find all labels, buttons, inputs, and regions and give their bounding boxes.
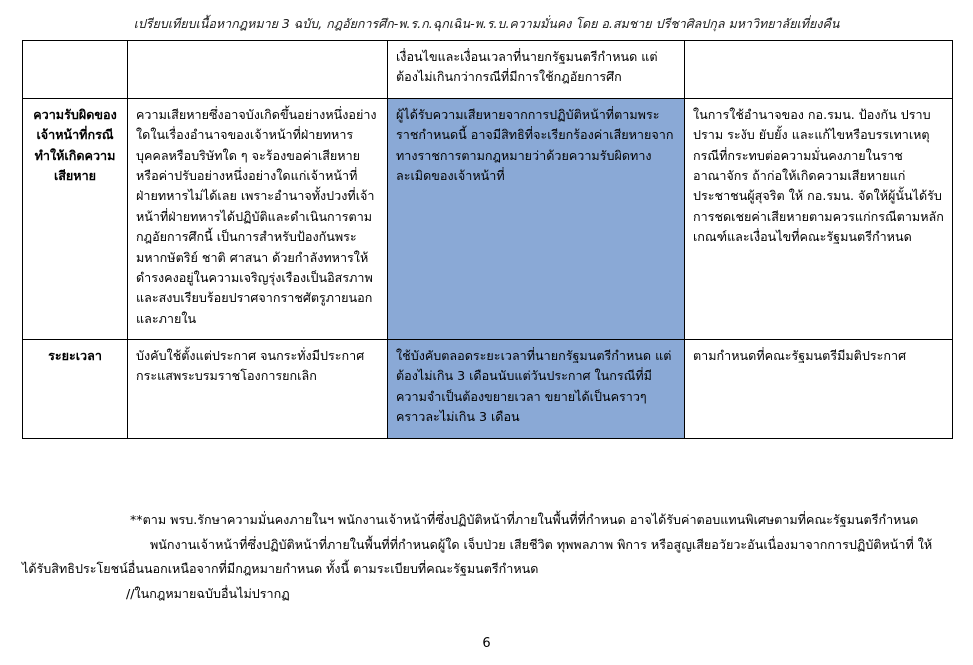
row-security-act: ตามกำหนดที่คณะรัฐมนตรีมีมติประกาศ (685, 340, 953, 439)
document-header: เปรียบเทียบเนื้อหากฎหมาย 3 ฉบับ, กฎอัยการศึก-พ.ร.ก.ฉุกเฉิน-พ.ร.บ.ความมั่นคง โดย อ.สมชาย ปรีชาศิลปกุล มหาวิทยาลัยเที่ยงคืน (133, 16, 840, 31)
row-emergency-decree: ผู้ได้รับความเสียหายจากการปฏิบัติหน้าที่ตามพระราชกำหนดนี้ อาจมีสิทธิที่จะเรียกร้องค่าเสียหายจากทางราชการตามกฎหมายว่าด้วยความรับผิดทางละเมิดของเจ้าหน้าที่ (388, 98, 685, 339)
row-emergency-decree: เงื่อนไขและเงื่อนเวลาที่นายกรัฐมนตรีกำหนด แต่ต้องไม่เกินกว่ากรณีที่มีการใช้กฎอัยการศึก (388, 41, 685, 99)
footnote-line-2: พนักงานเจ้าหน้าที่ซึ่งปฏิบัติหน้าที่ภายในพื้นที่ที่กำหนดผู้ใด เจ็บป่วย เสียชีวิต ทุพพลภาพ พิการ หรือสูญเสียอวัยวะอันเนื่องมาจากการปฏิบัติหน้าที่ ให้ (150, 536, 933, 552)
row-martial-law: ความเสียหายซึ่งอาจบังเกิดขึ้นอย่างหนึ่งอย่างใดในเรื่องอำนาจของเจ้าหน้าที่ฝ่ายทหาร บุคคลหรือบริษัทใด ๆ จะร้องขอค่าเสียหายหรือค่าปรับอย่างหนึ่งอย่างใดแก่เจ้าหน้าที่ฝ่ายทหารไม่ได้เลย เพราะอำนาจทั้งปวงที่เจ้าหน้าที่ฝ่ายทหารได้ปฏิบัติและดำเนินการตามกฎอัยการศึกนี้ เป็นการสำหรับป้องกันพระมหากษัตริย์ ชาติ ศาสนา ด้วยกำลังทหารให้ดำรงคงอยู่ในความเจริญรุ่งเรืองเป็นอิสรภาพ และสงบเรียบร้อยปราศจากราชศัตรูภายนอกและภายใน (128, 98, 388, 339)
row-label (23, 41, 128, 99)
comparison-table (22, 40, 953, 439)
footnote-line-3: ได้รับสิทธิประโยชน์อื่นนอกเหนือจากที่มีกฎหมายกำหนด ทั้งนี้ ตามระเบียบที่คณะรัฐมนตรีกำหนด (22, 561, 539, 577)
table-row (23, 98, 953, 339)
row-martial-law: บังคับใช้ตั้งแต่ประกาศ จนกระทั่งมีประกาศกระแสพระบรมราชโองการยกเลิก (128, 340, 388, 439)
footnote-line-4: //ในกฎหมายฉบับอื่นไม่ปรากฏ (126, 585, 290, 601)
row-martial-law (128, 41, 388, 99)
row-emergency-decree: ใช้บังคับตลอดระยะเวลาที่นายกรัฐมนตรีกำหนด แต่ต้องไม่เกิน 3 เดือนนับแต่วันประกาศ ในกรณีที่มีความจำเป็นต้องขยายเวลา ขยายได้เป็นคราวๆ คราวละไม่เกิน 3 เดือน (388, 340, 685, 439)
page-number: 6 (482, 636, 491, 651)
row-label: ระยะเวลา (23, 340, 128, 439)
footnote-line-1: **ตาม พรบ.รักษาความมั่นคงภายในฯ พนักงานเจ้าหน้าที่ซึ่งปฏิบัติหน้าที่ภายในพื้นที่ที่กำหนด อาจได้รับค่าตอบแทนพิเศษตามที่คณะรัฐมนตรีกำหนด (130, 512, 919, 527)
row-label: ความรับผิดของเจ้าหน้าที่กรณีทำให้เกิดความเสียหาย (23, 98, 128, 339)
row-security-act: ในการใช้อำนาจของ กอ.รมน. ป้องกัน ปราบปราม ระงับ ยับยั้ง และแก้ไขหรือบรรเทาเหตุกรณีที่กระทบต่อความมั่นคงภายในราชอาณาจักร ถ้าก่อให้เกิดความเสียหายแก่ประชาชนผู้สุจริต ให้ กอ.รมน. จัดให้ผู้นั้นได้รับการชดเชยค่าเสียหายตามควรแก่กรณีตามหลักเกณฑ์และเงื่อนไขที่คณะรัฐมนตรีกำหนด (685, 98, 953, 339)
footnotes (22, 508, 952, 606)
row-security-act (685, 41, 953, 99)
table-row (23, 340, 953, 439)
table-row (23, 41, 953, 99)
